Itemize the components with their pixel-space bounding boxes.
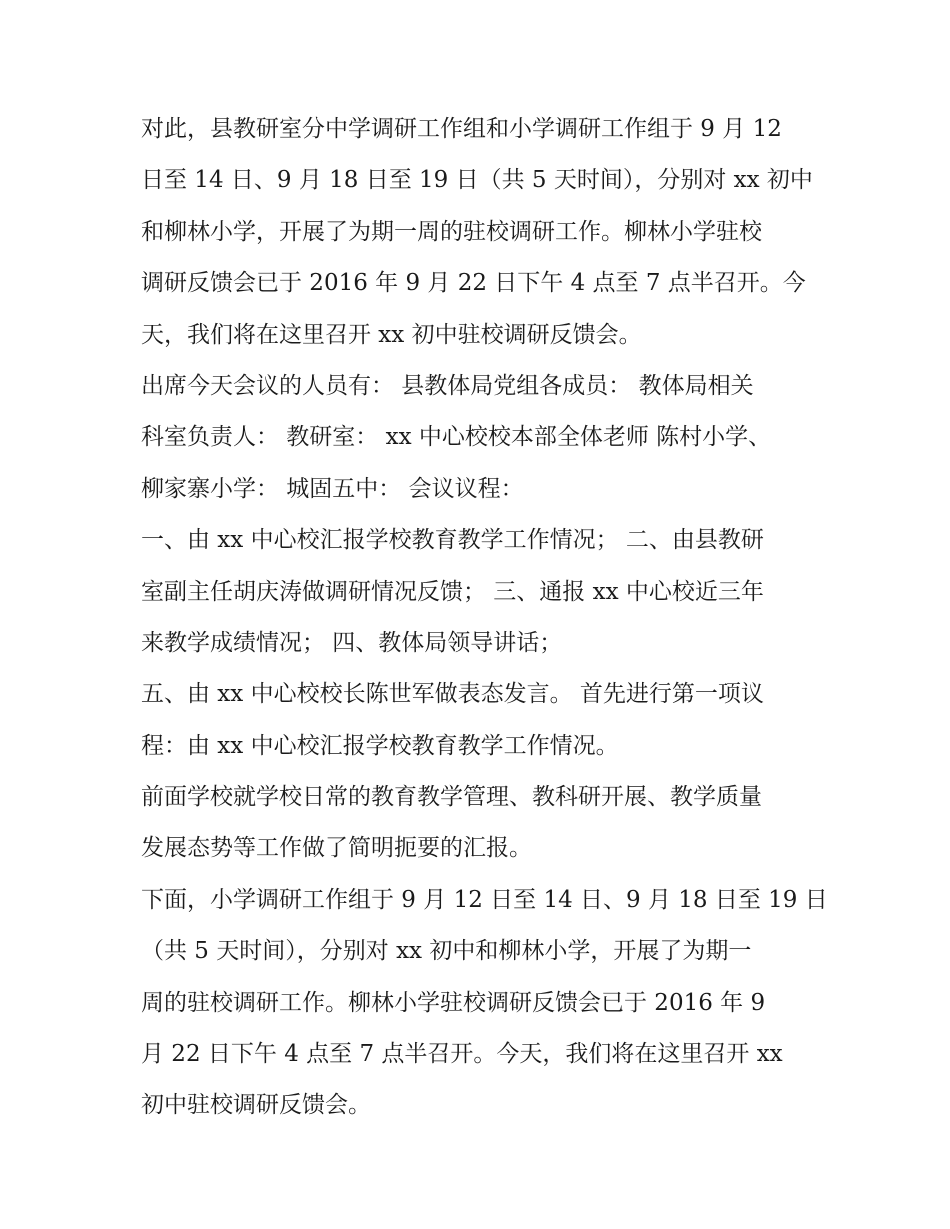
text-line: 对此，县教研室分中学调研工作组和小学调研工作组于 9 月 12 bbox=[141, 116, 782, 142]
text-line: 前面学校就学校日常的教育教学管理、教科研开展、教学质量 bbox=[141, 784, 762, 811]
text-line: 一、由 xx 中心校汇报学校教育教学工作情况； 二、由县教研 bbox=[141, 527, 764, 554]
text-line: 初中驻校调研反馈会。 bbox=[141, 1092, 371, 1119]
text-line: 下面，小学调研工作组于 9 月 12 日至 14 日、9 月 18 日至 19 日 bbox=[141, 886, 828, 913]
text-line: 天，我们将在这里召开 xx 初中驻校调研反馈会。 bbox=[141, 321, 642, 348]
text-line: 科室负责人： 教研室： xx 中心校校本部全体老师 陈村小学、 bbox=[141, 424, 772, 451]
text-line: 柳家寨小学： 城固五中： 会议议程： bbox=[141, 475, 524, 502]
document-body bbox=[141, 104, 841, 1132]
text-line: 五、由 xx 中心校校长陈世军做表态发言。 首先进行第一项议 bbox=[141, 681, 764, 708]
text-line: 来教学成绩情况； 四、教体局领导讲话； bbox=[141, 629, 563, 656]
text-line: 和柳林小学，开展了为期一周的驻校调研工作。柳林小学驻校 bbox=[141, 218, 762, 245]
text-line: 程：由 xx 中心校汇报学校教育教学工作情况。 bbox=[141, 732, 619, 759]
text-line: 日至 14 日、9 月 18 日至 19 日（共 5 天时间），分别对 xx 初中 bbox=[141, 167, 813, 194]
text-line: 室副主任胡庆涛做调研情况反馈； 三、通报 xx 中心校近三年 bbox=[141, 578, 764, 605]
text-line: 周的驻校调研工作。柳林小学驻校调研反馈会已于 2016 年 9 bbox=[141, 989, 766, 1016]
text-line: 出席今天会议的人员有： 县教体局党组各成员： 教体局相关 bbox=[141, 372, 754, 399]
text-line: 发展态势等工作做了简明扼要的汇报。 bbox=[141, 835, 532, 862]
text-line: 调研反馈会已于 2016 年 9 月 22 日下午 4 点至 7 点半召开。今 bbox=[141, 270, 806, 297]
text-line: 月 22 日下午 4 点至 7 点半召开。今天，我们将在这里召开 xx bbox=[141, 1041, 783, 1068]
text-line: （共 5 天时间），分别对 xx 初中和柳林小学，开展了为期一 bbox=[141, 938, 752, 965]
